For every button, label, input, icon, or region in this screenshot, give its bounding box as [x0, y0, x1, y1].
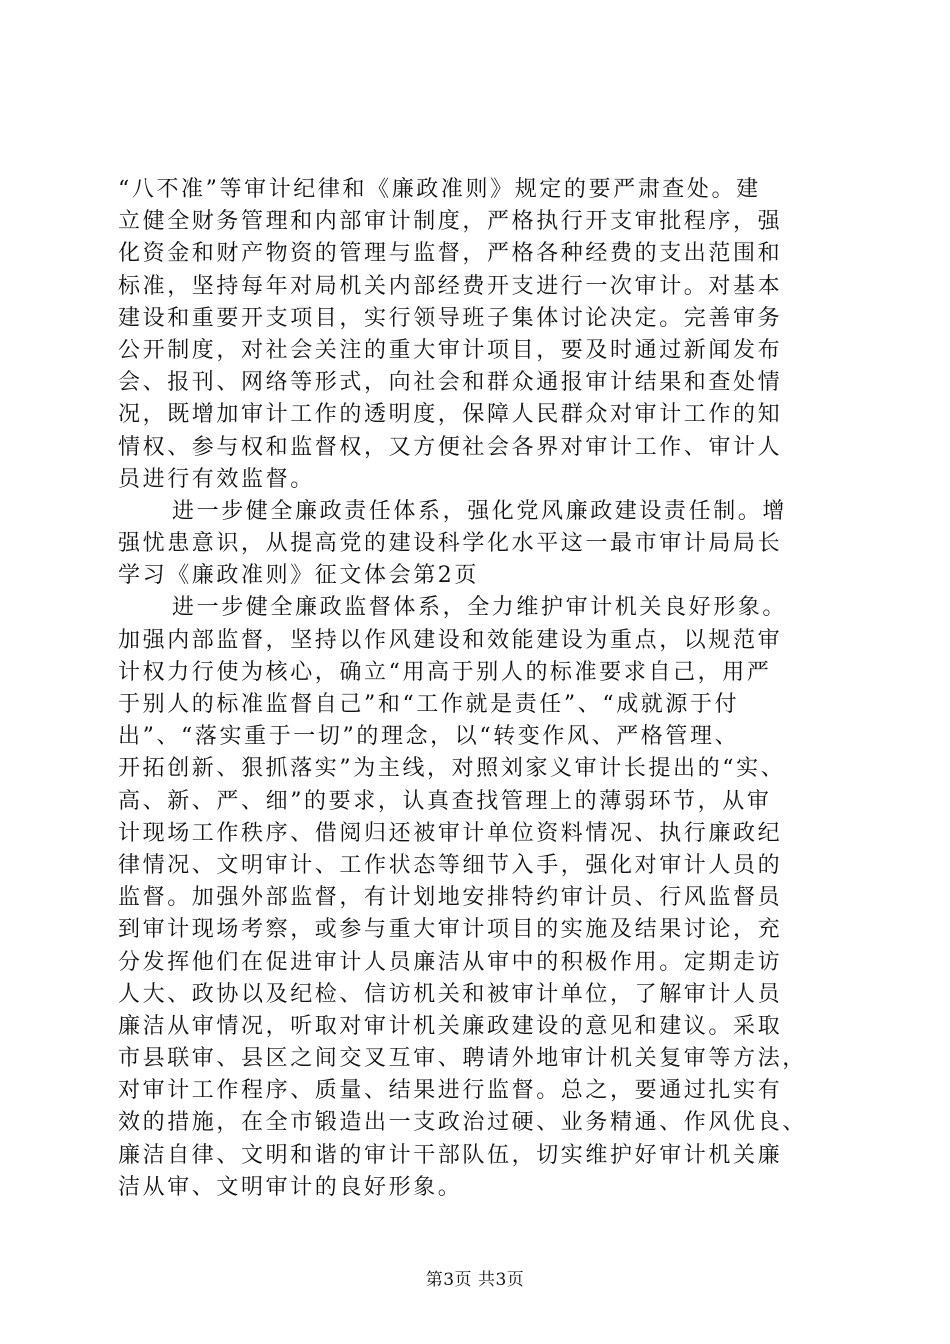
- text-line: 律情况、文明审计、工作状态等细节入手，强化对审计人员的: [118, 852, 783, 878]
- text-line: 开拓创新、狠抓落实”为主线，对照刘家义审计长提出的“实、: [118, 756, 786, 782]
- text-line: 效的措施，在全市锻造出一支政治过硬、业务精通、作风优良、: [118, 1110, 807, 1136]
- text-line: 强忧患意识，从提高党的建设科学化水平这一最市审计局局长: [118, 531, 783, 557]
- text-line: 人大、政协以及纪检、信访机关和被审计单位，了解审计人员: [118, 981, 783, 1007]
- document-body: [118, 174, 838, 1204]
- text-line: 员进行有效监督。: [118, 466, 315, 492]
- text-line: 洁从审、文明审计的良好形象。: [118, 1174, 463, 1200]
- text-line: 况，既增加审计工作的透明度，保障人民群众对审计工作的知: [118, 402, 783, 428]
- paragraph-start-line: 进一步健全廉政监督体系，全力维护审计机关良好形象。: [172, 595, 788, 621]
- text-line: 对审计工作程序、质量、结果进行监督。总之，要通过扎实有: [118, 1078, 783, 1104]
- paragraph-start-line: 进一步健全廉政责任体系，强化党风廉政建设责任制。增: [172, 498, 788, 524]
- text-line: 廉洁从审情况，听取对审计机关廉政建设的意见和建议。采取: [118, 1013, 783, 1039]
- text-line: 计权力行使为核心，确立“用高于别人的标准要求自己，用严: [118, 659, 772, 685]
- text-line: 立健全财务管理和内部审计制度，严格执行开支审批程序，强: [118, 209, 783, 235]
- text-line: 计现场工作秩序、借阅归还被审计单位资料情况、执行廉政纪: [118, 820, 783, 846]
- text-line: 廉洁自律、文明和谐的审计干部队伍，切实维护好审计机关廉: [118, 1142, 783, 1168]
- text-line: 出”、“落实重于一切”的理念，以“转变作风、严格管理、: [118, 724, 740, 750]
- text-line: 情权、参与权和监督权，又方便社会各界对审计工作、审计人: [118, 434, 783, 460]
- text-line: 市县联审、县区之间交叉互审、聘请外地审计机关复审等方法，: [118, 1046, 807, 1072]
- text-line: 高、新、严、细”的要求，认真查找管理上的薄弱环节，从审: [118, 788, 772, 814]
- text-line: 分发挥他们在促进审计人员廉洁从审中的积极作用。定期走访: [118, 949, 783, 975]
- text-line: 标准，坚持每年对局机关内部经费开支进行一次审计。对基本: [118, 273, 783, 299]
- text-line: 会、报刊、网络等形式，向社会和群众通报审计结果和查处情: [118, 370, 783, 396]
- text-line: 学习《廉政准则》征文体会第2页: [118, 563, 479, 589]
- text-line: 公开制度，对社会关注的重大审计项目，要及时通过新闻发布: [118, 337, 783, 363]
- text-line: 建设和重要开支项目，实行领导班子集体讨论决定。完善审务: [118, 305, 783, 331]
- text-line: 到审计现场考察，或参与重大审计项目的实施及结果讨论，充: [118, 917, 783, 943]
- text-line: 加强内部监督，坚持以作风建设和效能建设为重点，以规范审: [118, 627, 783, 653]
- text-line: 化资金和财产物资的管理与监督，严格各种经费的支出范围和: [118, 241, 783, 267]
- text-line: “八不准”等审计纪律和《廉政准则》规定的要严肃查处。建: [118, 177, 761, 202]
- text-line: 于别人的标准监督自己”和“工作就是责任”、“成就源于付: [118, 692, 740, 717]
- page-footer: 第3页 共3页: [425, 1270, 525, 1290]
- text-line: 监督。加强外部监督，有计划地安排特约审计员、行风监督员: [118, 885, 783, 911]
